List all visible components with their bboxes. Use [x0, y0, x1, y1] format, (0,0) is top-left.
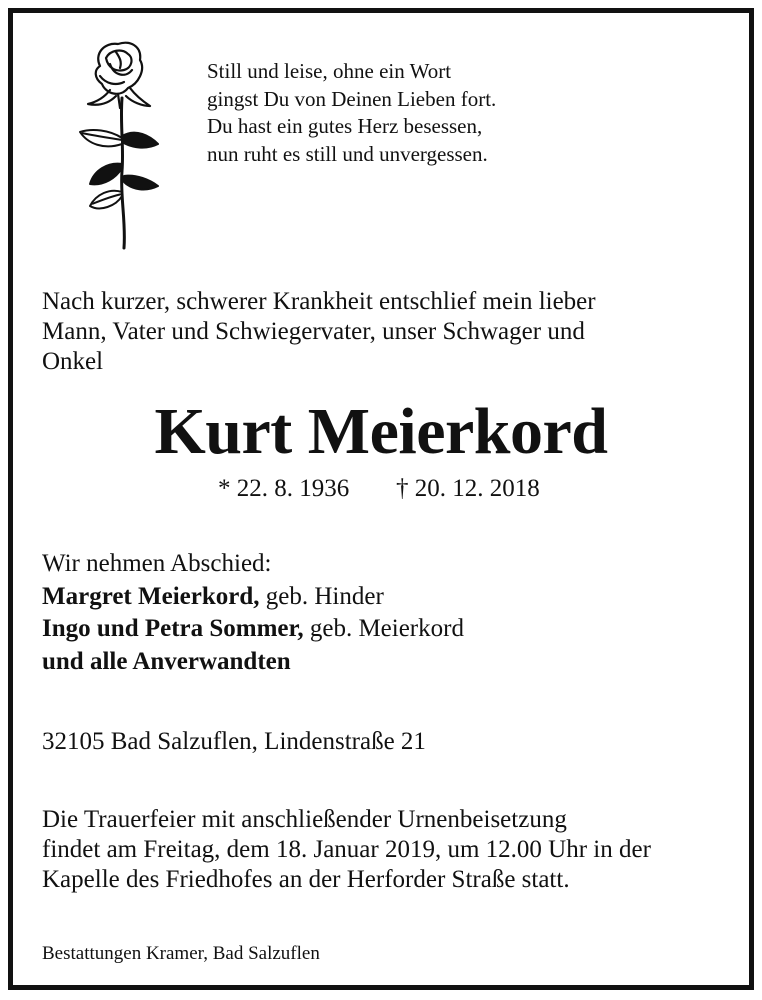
mourner-name: Margret Meierkord,	[42, 582, 260, 610]
poem-verse	[207, 58, 496, 168]
intro-text	[42, 287, 722, 377]
mourner-note: geb. Hinder	[259, 582, 384, 610]
mourner-entry	[42, 581, 464, 614]
ceremony-line: Kapelle des Friedhofes an der Herforder Straße statt.	[42, 866, 570, 893]
ceremony-line: Die Trauerfeier mit anschließender Urnenbeisetzung	[42, 806, 567, 833]
mourners-list	[42, 548, 464, 678]
mourner-name: und alle Anverwandten	[42, 647, 291, 675]
mourner-entry	[42, 613, 464, 646]
mourner-note: geb. Meierkord	[303, 615, 464, 642]
address: 32105 Bad Salzuflen, Lindenstraße 21	[42, 728, 426, 755]
death-date: † 20. 12. 2018	[396, 475, 540, 502]
intro-line: Mann, Vater und Schwiegervater, unser Schwager und	[42, 318, 585, 345]
rose-icon	[70, 36, 170, 252]
intro-line: Nach kurzer, schwerer Krankheit entschlief mein lieber	[42, 288, 596, 315]
mourner-name: Ingo und Petra Sommer,	[42, 615, 304, 642]
mourners-heading: Wir nehmen Abschied:	[42, 550, 272, 577]
intro-line: Onkel	[42, 348, 104, 375]
poem-line: nun ruht es still und unvergessen.	[207, 141, 488, 166]
poem-line: Du hast ein gutes Herz besessen,	[207, 114, 483, 138]
poem-line: gingst Du von Deinen Lieben fort.	[207, 86, 497, 111]
deceased-name: Kurt Meierkord	[154, 395, 608, 468]
ceremony-info	[42, 805, 732, 895]
birth-date: * 22. 8. 1936	[218, 475, 350, 502]
mourner-entry	[42, 646, 464, 679]
poem-line: Still und leise, ohne ein Wort	[207, 59, 452, 83]
ceremony-line: findet am Freitag, dem 18. Januar 2019, um 12.00 Uhr in der	[42, 836, 651, 863]
undertaker-credit: Bestattungen Kramer, Bad Salzuflen	[42, 943, 320, 964]
